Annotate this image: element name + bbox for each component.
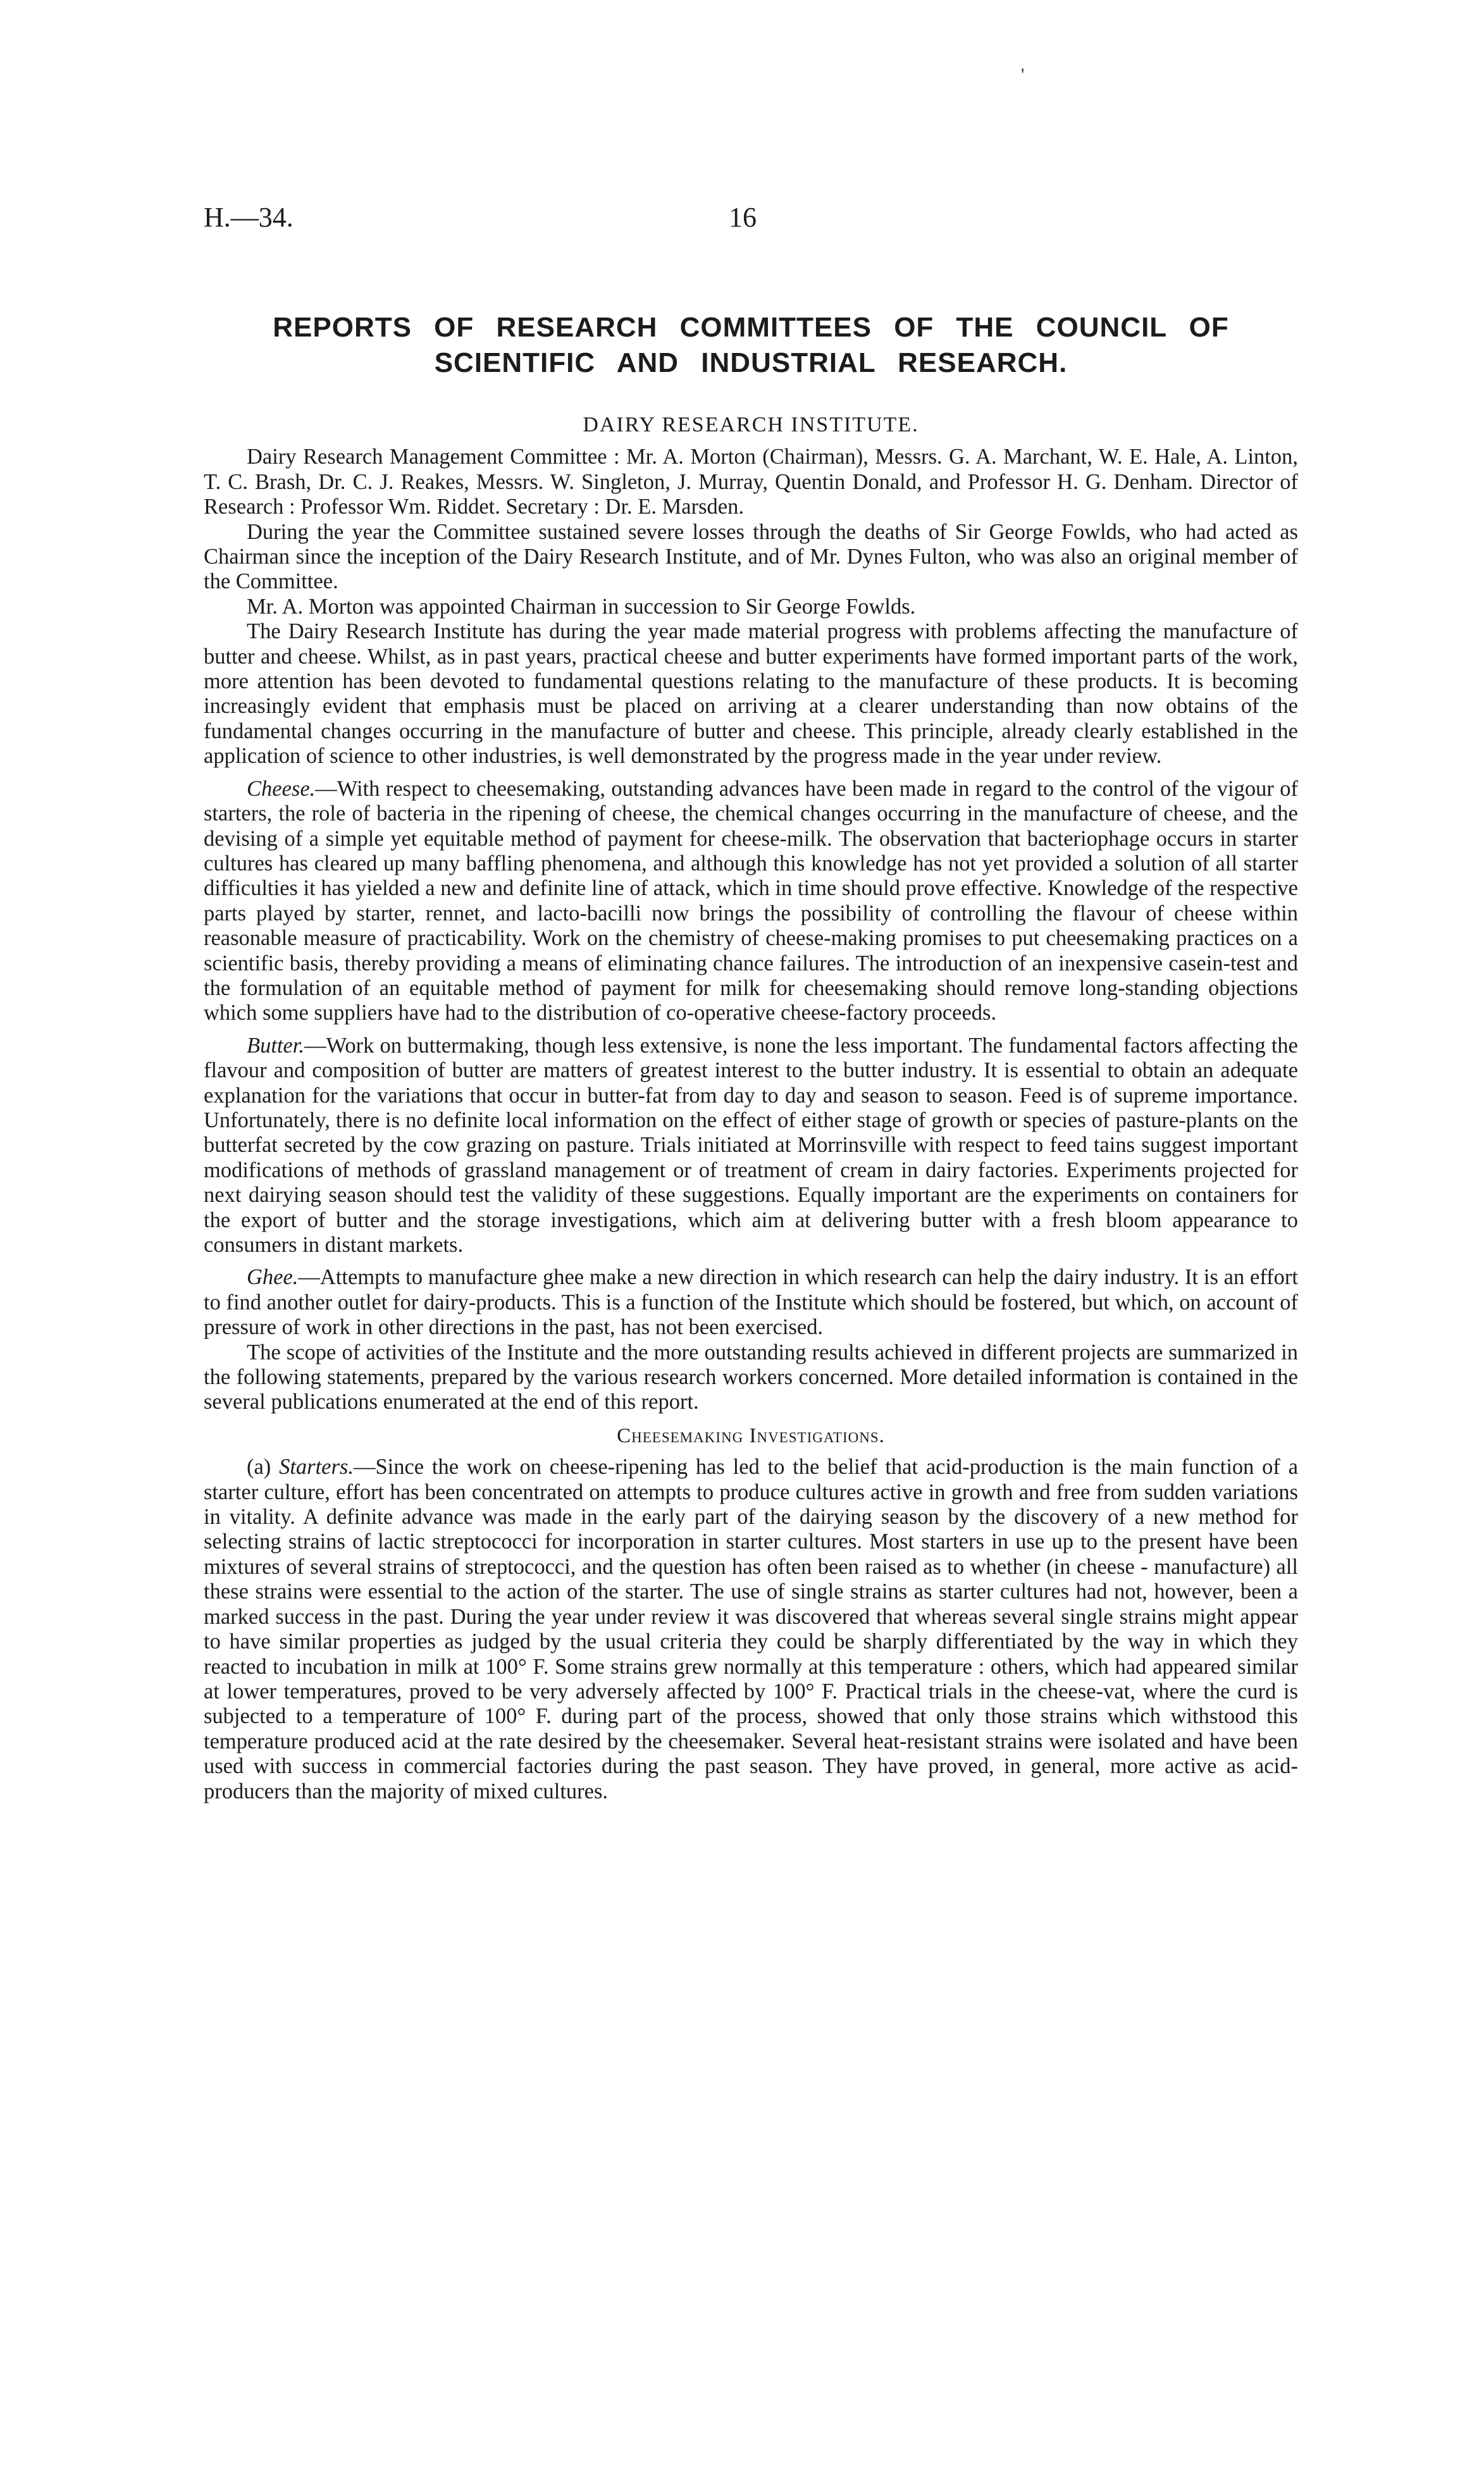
document-reference: H.—34. bbox=[204, 202, 294, 233]
cheese-paragraph bbox=[204, 777, 1298, 1026]
report-body bbox=[204, 412, 1298, 1804]
cheese-lead: Cheese. bbox=[247, 776, 316, 801]
margin-mark: ' bbox=[1021, 65, 1025, 85]
starters-label: (a) bbox=[247, 1455, 280, 1480]
title-line-1: REPORTS OF RESEARCH COMMITTEES OF THE COUNCIL OF bbox=[273, 312, 1229, 343]
starters-lead: Starters. bbox=[279, 1455, 354, 1480]
page-number: 16 bbox=[729, 202, 757, 233]
butter-lead: Butter. bbox=[247, 1033, 305, 1058]
butter-paragraph bbox=[204, 1034, 1298, 1258]
ghee-paragraph bbox=[204, 1265, 1298, 1340]
cheesemaking-heading: Cheesemaking Investigations. bbox=[617, 1424, 885, 1447]
progress-paragraph: The Dairy Research Institute has during the year made material progress with problems affecting the manufacture of butter and cheese. Whilst, as in past years, practical cheese and butter experiments have formed important parts of the work, more attention has been devoted to fundamental questions relating to the manufacture of these products. It is becoming increasingly evident that emphasis must be placed on arriving at a clearer understanding than now obtains of the fundamental changes occurring in the manufacture of butter and cheese. This principle, already clearly established in the application of science to other industries, is well demonstrated by the progress made in the year under review. bbox=[204, 619, 1298, 769]
chairman-paragraph: Mr. A. Morton was appointed Chairman in succession to Sir George Fowlds. bbox=[247, 594, 916, 619]
ghee-lead: Ghee. bbox=[247, 1265, 299, 1290]
starters-paragraph bbox=[204, 1455, 1298, 1804]
butter-text: —Work on buttermaking, though less extensive, is none the less important. The fundamental factors affecting the flavour and composition of butter are matters of greatest interest to the butter industry. It is essential to obtain an adequate explanation for the variations that occur in butter-fat from day to day and season to season. Feed is of supreme importance. Unfortunately, there is no definite local information on the effect of either stage of growth or species of pasture-plants on the butterfat secreted by the cow grazing on pasture. Trials initiated at Morrinsville with respect to feed tains suggest important modifications of methods of grassland management or of treatment of cream in dairy factories. Experiments projected for next dairying season should test the validity of these suggestions. Equally important are the experiments on containers for the export of butter and the storage investigations, which aim at delivering butter with a fresh bloom appearance to consumers in distant markets. bbox=[204, 1033, 1298, 1257]
committee-paragraph: Dairy Research Management Committee : Mr. A. Morton (Chairman), Messrs. G. A. Marchant, W. E. Hale, A. Linton, T. C. Brash, Dr. C. J. Reakes, Messrs. W. Singleton, J. Murray, Quentin Donald, and Professor H. G. Denham. Director of Research : Professor Wm. Riddet. Secretary : Dr. E. Marsden. bbox=[204, 445, 1298, 519]
ghee-text: —Attempts to manufacture ghee make a new direction in which research can help the dairy industry. It is an effort to find another outlet for dairy-products. This is a function of the Institute which should be fostered, but which, on account of pressure of work in other directions in the past, has not been exercised. bbox=[204, 1265, 1298, 1340]
scope-paragraph: The scope of activities of the Institute and the more outstanding results achieved in different projects are summarized in the following statements, prepared by the various research workers concerned. More detailed information is contained in the several publications enumerated at the end of this report. bbox=[204, 1340, 1298, 1414]
title-line-2: SCIENTIFIC AND INDUSTRIAL RESEARCH. bbox=[434, 347, 1068, 378]
section-heading: DAIRY RESEARCH INSTITUTE. bbox=[583, 413, 919, 436]
page-header bbox=[204, 201, 1298, 239]
losses-paragraph: During the year the Committee sustained severe losses through the deaths of Sir George Fowlds, who had acted as Chairman since the inception of the Dairy Research Institute, and of Mr. Dynes Fulton, who was also an original member of the Committee. bbox=[204, 519, 1298, 594]
cheese-text: —With respect to cheesemaking, outstanding advances have been made in regard to the control of the vigour of starters, the role of bacteria in the ripening of cheese, the chemical changes occurring in the manufacture of cheese, and the devising of a simple yet equitable method of payment for cheese-milk. The observation that bacteriophage occurs in starter cultures has cleared up many baffling phenomena, and although this knowledge has not yet provided a solution of all starter difficulties it has yielded a new and definite line of attack, which in time should prove effective. Knowledge of the respective parts played by starter, rennet, and lacto-bacilli now brings the possibility of controlling the flavour of cheese within reasonable measure of practicability. Work on the chemistry of cheese-making promises to put cheesemaking practices on a scientific basis, thereby providing a means of eliminating chance failures. The introduction of an inexpensive casein-test and the formulation of an equitable method of payment for milk for cheesemaking should remove long-standing objections which some suppliers have had to the distribution of co-operative cheese-factory proceeds. bbox=[204, 776, 1298, 1025]
page-title bbox=[204, 310, 1298, 381]
starters-text: —Since the work on cheese-ripening has led to the belief that acid-production is the main function of a starter culture, effort has been concentrated on attempts to produce cultures active in growth and free from sudden variations in vitality. A definite advance was made in the early part of the dairying season by the discovery of a new method for selecting strains of lactic streptococci for incorporation in starter cultures. Most starters in use up to the present have been mixtures of several strains of streptococci, and the question has often been raised as to whether (in cheese - manufacture) all these strains were essential to the action of the starter. The use of single strains as starter cultures had not, however, been a marked success in the past. During the year under review it was discovered that whereas several single strains might appear to have similar properties as judged by the usual criteria they could be sharply differentiated by the way in which they reacted to incubation in milk at 100° F. Some strains grew normally at this temperature : others, which had appeared similar at lower temperatures, proved to be very adversely affected by 100° F. Practical trials in the cheese-vat, where the curd is subjected to a temperature of 100° F. during part of the process, showed that only those strains which withstood this temperature produced acid at the rate desired by the cheesemaker. Several heat-resistant strains were isolated and have been used with success in commercial factories during the past season. They have proved, in general, more active as acid-producers than the majority of mixed cultures. bbox=[204, 1455, 1299, 1803]
